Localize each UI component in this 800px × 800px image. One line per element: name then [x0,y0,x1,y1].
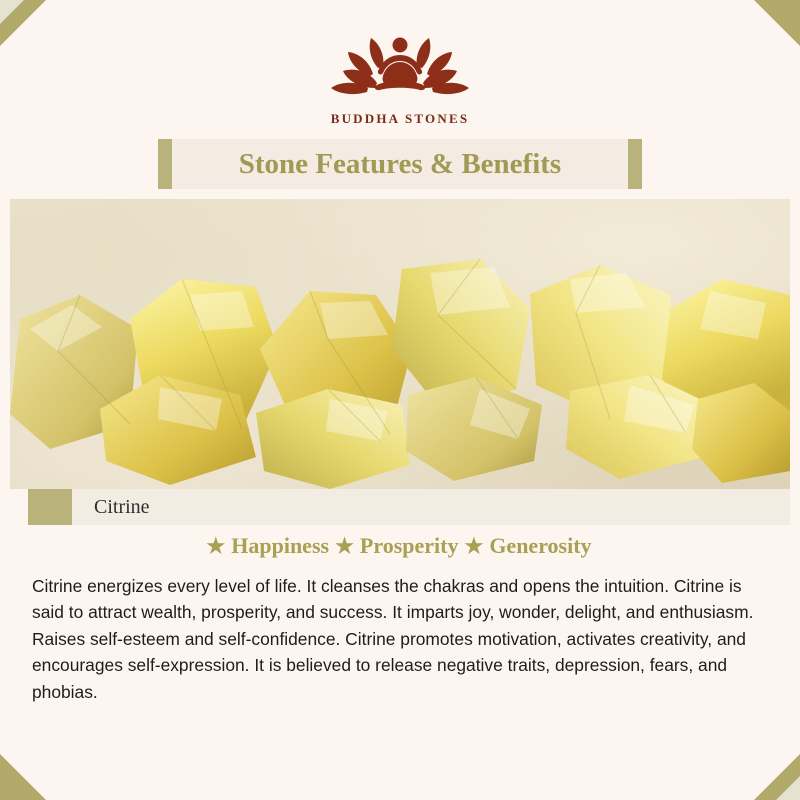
star-icon: ★ [206,534,226,558]
stone-keywords [10,533,790,559]
keyword-generosity: Generosity [489,533,592,558]
stone-description: Citrine energizes every level of life. It cleanses the chakras and opens the intuition. Citrine is said to attract wealth, prosperity, and success. It imparts joy, wonder, delight, and enthusiasm. Raises self-esteem and self-confidence. Citrine promotes motivation, activates creativity, and encourages self-expression. It is believed to release negative traits, depression, fears, and phobias. [32,576,754,702]
corner-accent-top-left [0,0,24,24]
stone-name-background [72,489,790,525]
raw-citrine-crystal-chunks-photo [10,199,790,489]
keyword-prosperity: Prosperity [359,533,459,558]
stone-name: Citrine [94,496,150,518]
lotus-meditation-figure-icon [315,28,485,104]
keyword-happiness: Happiness [231,533,330,558]
corner-accent-bottom-right [776,776,800,800]
stone-name-bar [10,489,790,525]
corner-decoration-top-right [754,0,800,46]
brand-name: BUDDHA STONES [330,111,470,126]
title-band [10,139,790,189]
corner-decoration-bottom-left [0,754,46,800]
brand-header [10,10,790,127]
poster-inner [10,10,790,790]
star-icon: ★ [464,534,484,558]
star-icon: ★ [335,534,354,558]
stone-color-swatch [28,489,72,525]
page-title: Stone Features & Benefits [238,148,562,180]
crystal-illustration [10,199,790,489]
